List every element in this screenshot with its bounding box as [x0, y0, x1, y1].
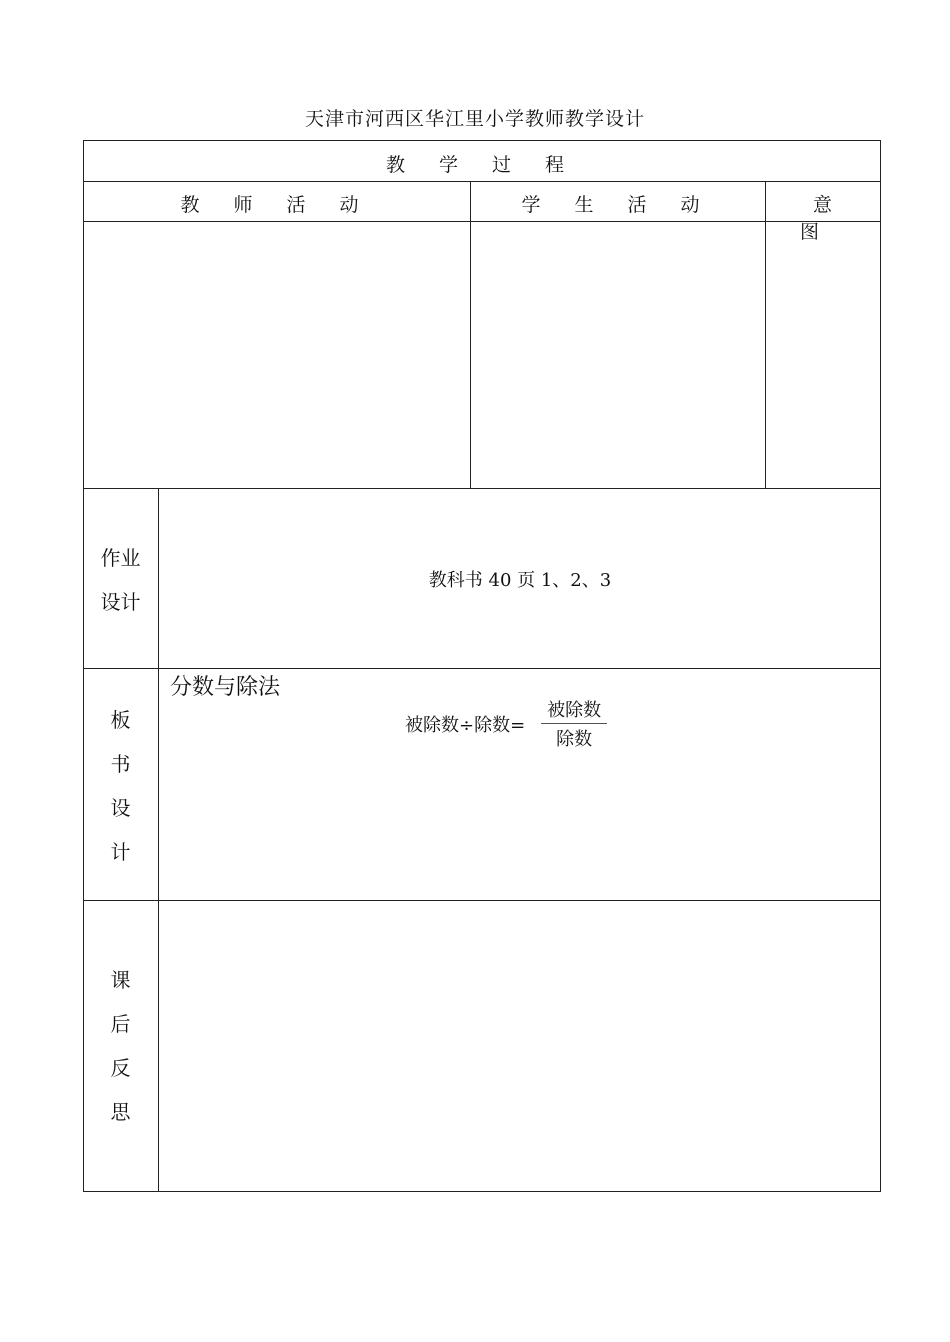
fraction-denominator: 除数	[556, 729, 593, 750]
document-title: 天津市河西区华江里小学教师教学设计	[304, 108, 645, 130]
board-design-label: 板 书 设 计	[110, 708, 131, 864]
teacher-activity-header: 教 师 活 动	[180, 194, 373, 216]
student-activity-header: 学 生 活 动	[521, 194, 714, 216]
reflection-label: 课 后 反 思	[110, 968, 131, 1124]
homework-label: 作业 设计	[100, 546, 141, 614]
fraction	[541, 696, 607, 751]
homework-content: 教科书 40 页 1、2、3	[428, 570, 612, 591]
board-title: 分数与除法	[170, 675, 281, 700]
fraction-bar	[541, 723, 607, 724]
fraction-numerator: 被除数	[547, 700, 602, 721]
teaching-process-header: 教 学 过 程	[385, 154, 579, 176]
formula-left: 被除数÷除数=	[405, 714, 526, 736]
intent-header: 意 图	[799, 194, 858, 243]
division-formula	[405, 696, 607, 751]
